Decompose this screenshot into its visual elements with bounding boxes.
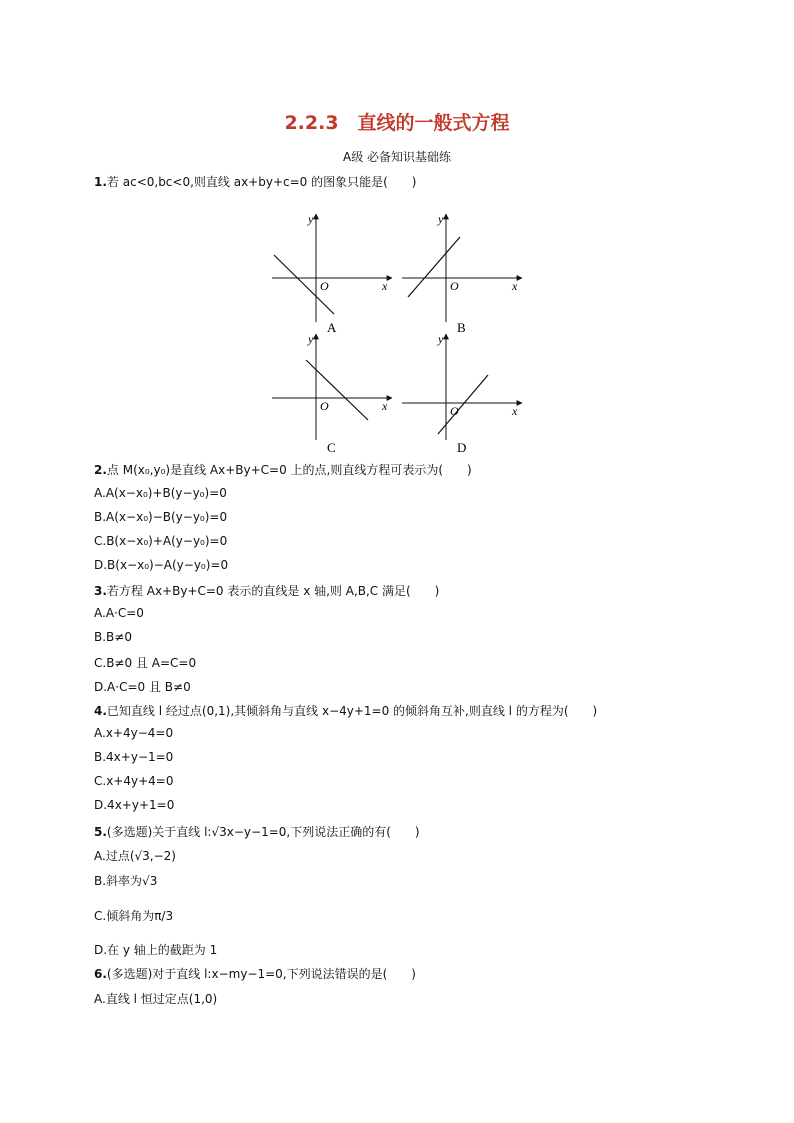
question-number: 5.: [94, 825, 107, 839]
y-label: y: [438, 332, 444, 346]
question-number: 4.: [94, 704, 107, 718]
question-text: 若方程 Ax+By+C=0 表示的直线是 x 轴,则 A,B,C 满足( ): [106, 584, 440, 598]
graph-label: C: [327, 440, 336, 455]
graph-d: [402, 332, 522, 455]
question-number: 3.: [94, 584, 107, 598]
x-label: x: [382, 399, 388, 413]
graph-label: B: [457, 320, 466, 335]
q1-graphs: [0, 0, 794, 470]
question-number: 2.: [94, 463, 107, 477]
option-line: A.x+4y−4=0: [94, 726, 174, 740]
origin-label: O: [450, 404, 459, 418]
y-label: y: [438, 212, 444, 226]
question-text: 已知直线 l 经过点(0,1),其倾斜角与直线 x−4y+1=0 的倾斜角互补,则直线 l 的方程为( ): [106, 704, 598, 718]
page-title: 2.2.3 直线的一般式方程: [284, 112, 510, 134]
question-text: 若 ac<0,bc<0,则直线 ax+by+c=0 的图象只能是( ): [106, 175, 417, 189]
option-line: D.在 y 轴上的截距为 1: [94, 943, 218, 957]
question-number: 1.: [94, 175, 107, 189]
question-text: (多选题)对于直线 l:x−my−1=0,下列说法错误的是( ): [106, 967, 416, 981]
question-text: (多选题)关于直线 l:√3x−y−1=0,下列说法正确的有( ): [106, 825, 420, 839]
graph-c: [272, 332, 392, 455]
option-line: B.斜率为√3: [94, 874, 158, 888]
option-line: C.倾斜角为π/3: [94, 909, 174, 923]
option-line: C.B≠0 且 A=C=0: [94, 656, 197, 670]
x-label: x: [512, 279, 518, 293]
question-5: [94, 823, 420, 840]
option-line: A.过点(√3,−2): [94, 849, 176, 863]
graph-b: [402, 212, 522, 335]
option-line: B.B≠0: [94, 630, 132, 644]
question-4: [94, 702, 597, 719]
y-label: y: [308, 212, 314, 226]
x-label: x: [382, 279, 388, 293]
option-line: B.4x+y−1=0: [94, 750, 174, 764]
option-line: A.A·C=0: [94, 606, 144, 620]
option-line: A.直线 l 恒过定点(1,0): [94, 992, 218, 1006]
option-line: C.B(x−x₀)+A(y−y₀)=0: [94, 534, 228, 548]
option-line: D.B(x−x₀)−A(y−y₀)=0: [94, 558, 229, 572]
option-line: B.A(x−x₀)−B(y−y₀)=0: [94, 510, 228, 524]
y-label: y: [308, 332, 314, 346]
question-6: [94, 965, 416, 982]
origin-label: O: [450, 279, 459, 293]
graph-label: A: [327, 320, 337, 335]
question-text: 点 M(x₀,y₀)是直线 Ax+By+C=0 上的点,则直线方程可表示为( ): [106, 463, 472, 477]
section-heading: A级 必备知识基础练: [342, 150, 452, 164]
x-label: x: [512, 404, 518, 418]
graph-a: [272, 212, 392, 335]
option-line: C.x+4y+4=0: [94, 774, 174, 788]
option-line: A.A(x−x₀)+B(y−y₀)=0: [94, 486, 227, 500]
question-number: 6.: [94, 967, 107, 981]
question-2: [94, 461, 472, 478]
question-3: [94, 582, 439, 599]
origin-label: O: [320, 279, 329, 293]
origin-label: O: [320, 399, 329, 413]
option-line: D.4x+y+1=0: [94, 798, 175, 812]
graph-line: [306, 360, 368, 420]
option-line: D.A·C=0 且 B≠0: [94, 680, 191, 694]
graph-label: D: [457, 440, 467, 455]
